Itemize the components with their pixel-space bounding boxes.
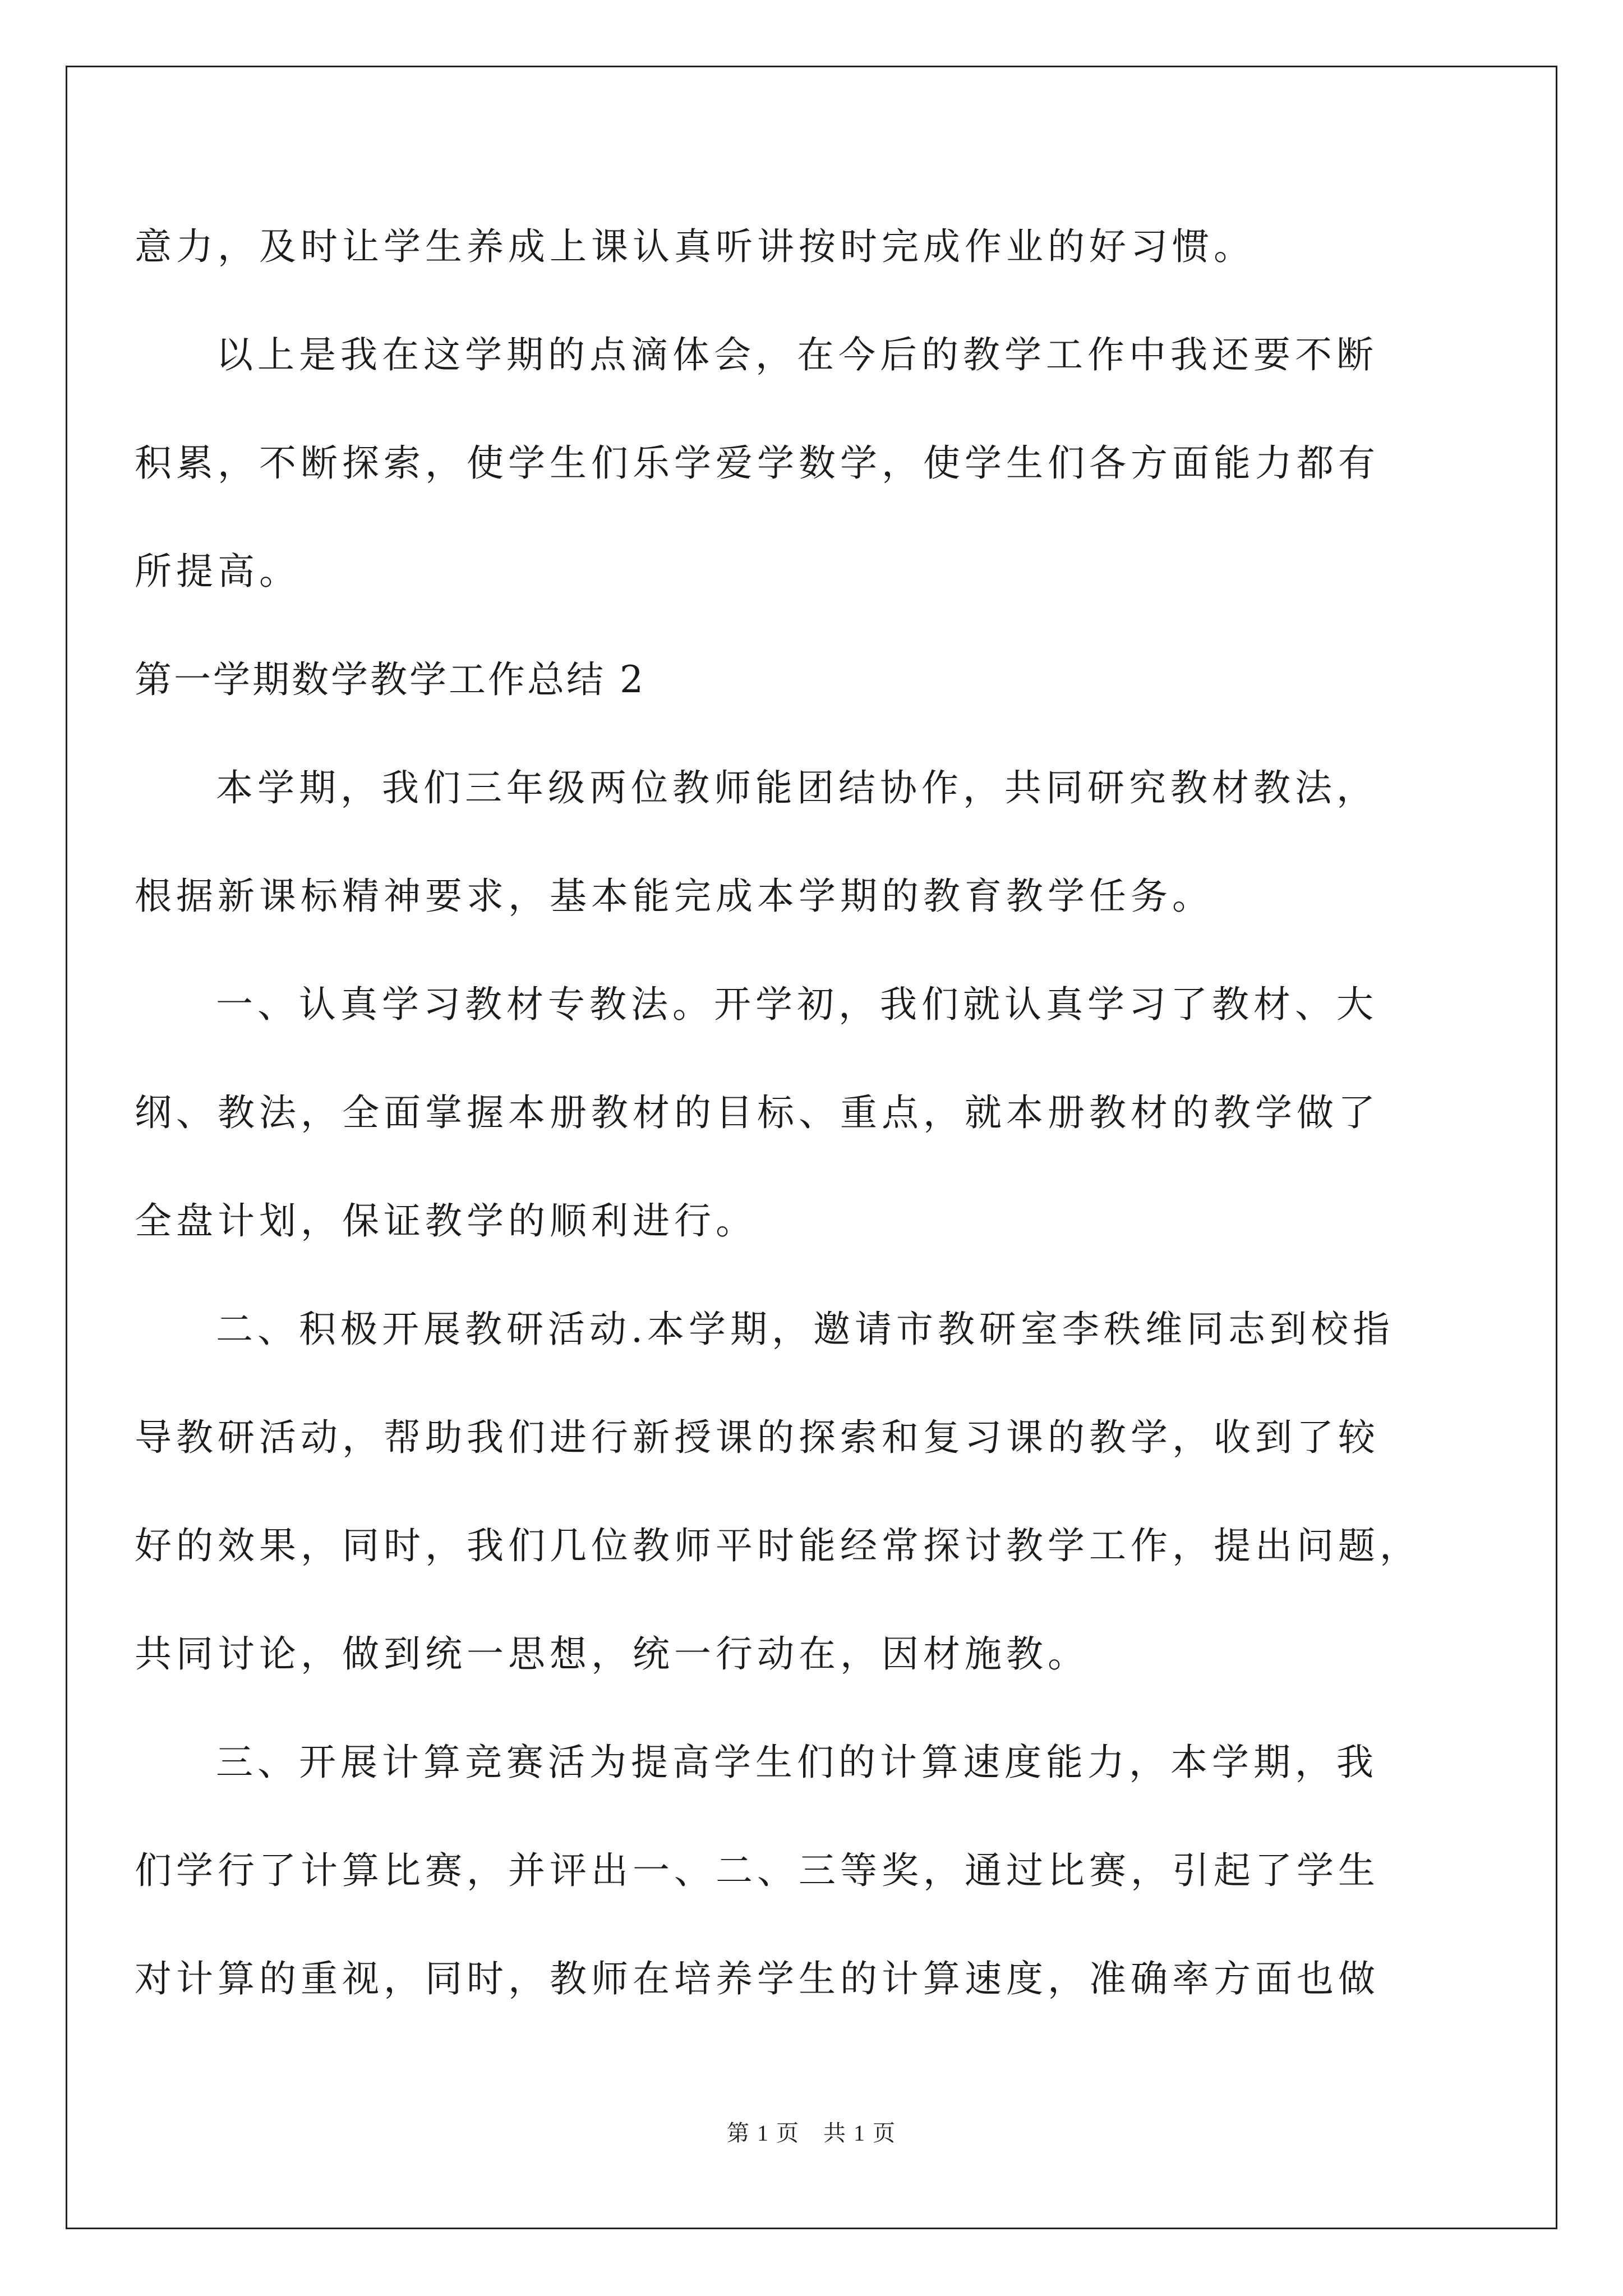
paragraph-line: 导教研活动，帮助我们进行新授课的探索和复习课的教学，收到了较 [135, 1416, 1380, 1459]
paragraph-line: 共同讨论，做到统一思想，统一行动在，因材施教。 [135, 1632, 1089, 1676]
paragraph-line: 好的效果，同时，我们几位教师平时能经常探讨教学工作，提出问题， [135, 1524, 1421, 1567]
paragraph-line: 所提高。 [135, 550, 301, 593]
page-number: 第 1 页 共 1 页 [727, 2120, 896, 2146]
paragraph-line: 本学期，我们三年级两位教师能团结协作，共同研究教材教法， [216, 766, 1378, 809]
paragraph-line: 三、开展计算竞赛活为提高学生们的计算速度能力，本学期，我 [216, 1741, 1378, 1784]
section-heading: 第一学期数学教学工作总结 2 [135, 658, 645, 701]
paragraph-line: 对计算的重视，同时，教师在培养学生的计算速度，准确率方面也做 [135, 1957, 1380, 2000]
paragraph-line: 一、认真学习教材专教法。开学初，我们就认真学习了教材、大 [216, 983, 1378, 1026]
paragraph-line: 全盘计划，保证教学的顺利进行。 [135, 1199, 757, 1243]
paragraph-line: 根据新课标精神要求，基本能完成本学期的教育教学任务。 [135, 875, 1214, 918]
paragraph-line: 积累，不断探索，使学生们乐学爱学数学，使学生们各方面能力都有 [135, 441, 1380, 485]
paragraph-line: 们学行了计算比赛，并评出一、二、三等奖，通过比赛，引起了学生 [135, 1849, 1380, 1892]
paragraph-line: 意力，及时让学生养成上课认真听讲按时完成作业的好习惯。 [135, 225, 1255, 268]
paragraph-line: 二、积极开展教研活动.本学期，邀请市教研室李秩维同志到校指 [216, 1308, 1394, 1351]
paragraph-line: 以上是我在这学期的点滴体会，在今后的教学工作中我还要不断 [216, 333, 1378, 376]
page-border [66, 66, 1557, 2229]
paragraph-line: 纲、教法，全面掌握本册教材的目标、重点，就本册教材的教学做了 [135, 1091, 1380, 1134]
